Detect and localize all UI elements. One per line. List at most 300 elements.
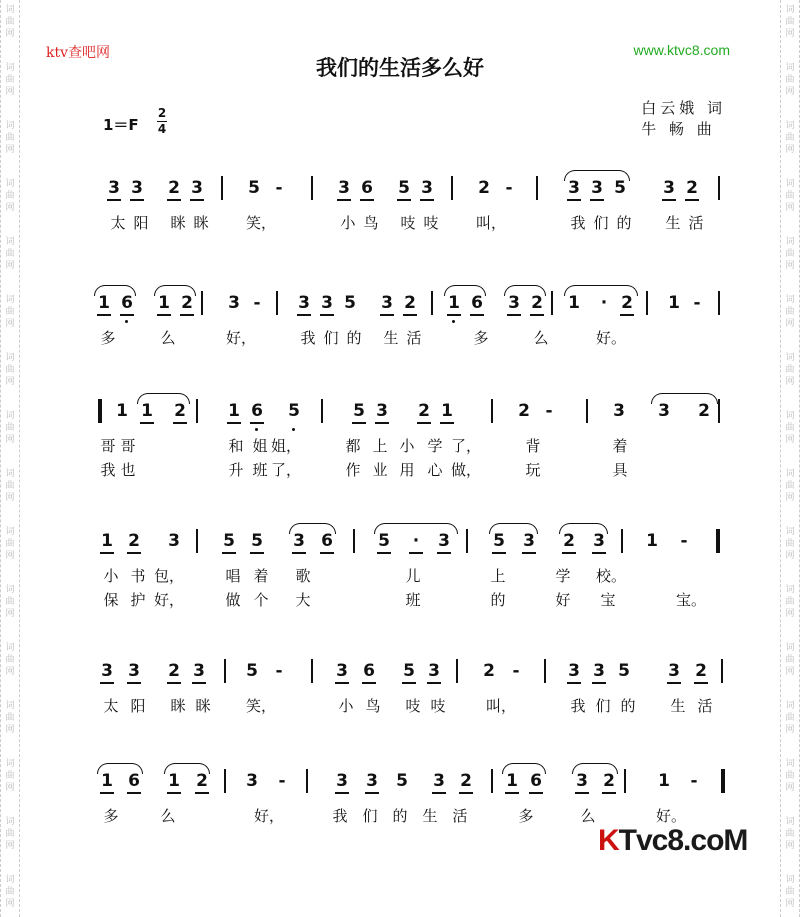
note: 3: [566, 661, 582, 681]
lyric-syllable: 叫，: [486, 697, 517, 715]
lyric-syllable: 的: [620, 697, 636, 715]
note: 1: [116, 401, 128, 421]
slur: [489, 523, 538, 534]
side-watermark-text: 词 曲 网: [5, 817, 15, 851]
lyric-syllable: 好: [555, 591, 571, 609]
slur: [137, 393, 190, 404]
lyrics-line: [96, 695, 736, 719]
side-watermark-text: 词 曲 网: [5, 469, 15, 503]
side-watermark-text: 词 曲 网: [5, 759, 15, 793]
side-watermark-text: 词 曲 网: [5, 63, 15, 97]
site-name-left[interactable]: ktv查吧网: [46, 45, 111, 61]
lyric-syllable: 和: [228, 437, 244, 455]
lyric-syllable: 生: [422, 807, 438, 825]
side-watermark-text: 词 曲 网: [5, 643, 15, 677]
lyric-syllable: 小: [399, 437, 415, 455]
note: 3: [666, 661, 682, 681]
lyric-syllable: 做: [225, 591, 241, 609]
lyric-syllable: 哥: [100, 437, 116, 455]
notes-line: [96, 525, 736, 565]
slur: [164, 763, 210, 774]
lyric-syllable: 吱: [423, 214, 439, 232]
side-watermark-text: 词 曲 网: [785, 643, 795, 677]
lyric-syllable: 活: [452, 807, 468, 825]
bar-line: [536, 176, 538, 200]
note: 6: [528, 771, 544, 791]
lyric-syllable: 我: [570, 214, 586, 232]
lyric-syllable: 大: [295, 591, 311, 609]
lyric-syllable: 生: [670, 697, 686, 715]
note: 2: [698, 401, 710, 421]
lyric-syllable: 们: [323, 329, 339, 347]
bar-line: [224, 659, 226, 683]
lyric-syllable: 的: [490, 591, 506, 609]
note: 1: [166, 771, 182, 791]
lyrics-line: [96, 459, 736, 483]
note: 1: [226, 401, 242, 421]
lyric-syllable: 多: [100, 329, 116, 347]
note: -: [278, 771, 286, 791]
lyric-syllable: 眯: [195, 697, 211, 715]
bar-line: [624, 769, 626, 793]
note: 3: [296, 293, 312, 313]
lyric-syllable: 眯: [170, 697, 186, 715]
lyric-syllable: 多: [103, 807, 119, 825]
note: -: [505, 178, 513, 198]
lyric-syllable: 笑，: [246, 697, 277, 715]
lyric-syllable: 上: [372, 437, 388, 455]
bar-line: [311, 659, 313, 683]
ktvc8-logo: KTvc8.coM: [598, 824, 748, 857]
lyric-syllable: 姐，: [271, 437, 302, 455]
lyric-syllable: 多: [473, 329, 489, 347]
lyric-syllable: 包，: [154, 567, 185, 585]
note: 6: [249, 401, 265, 421]
side-watermark-text: 词 曲 网: [785, 237, 795, 271]
bar-line: [456, 659, 458, 683]
lyric-syllable: 的: [392, 807, 408, 825]
note: 2: [483, 661, 495, 681]
lyric-syllable: 叫，: [476, 214, 507, 232]
lyric-syllable: 么: [580, 807, 596, 825]
note: 3: [374, 401, 390, 421]
lyric-syllable: 们: [362, 807, 378, 825]
lyric-syllable: 升: [228, 461, 244, 479]
lyric-syllable: 具: [612, 461, 628, 479]
side-watermark-text: 词 曲 网: [785, 5, 795, 39]
lyric-syllable: 小: [340, 214, 356, 232]
note: 3: [379, 293, 395, 313]
bar-line: [201, 291, 203, 315]
note: 2: [478, 178, 490, 198]
note: 6: [319, 531, 335, 551]
lyric-syllable: 儿: [405, 567, 421, 585]
lyric-syllable: 宝: [600, 591, 616, 609]
bar-line: [196, 399, 198, 423]
bar-line: [586, 399, 588, 423]
lyric-syllable: 也: [120, 461, 136, 479]
side-watermark-text: 词 曲 网: [5, 121, 15, 155]
lyricist-credit: 白云娥 词: [641, 99, 726, 117]
lyric-syllable: 心: [427, 461, 443, 479]
note: 3: [129, 178, 145, 198]
side-watermark-text: 词 曲 网: [785, 875, 795, 909]
note: 6: [126, 771, 142, 791]
note: 2: [402, 293, 418, 313]
bar-line: [621, 529, 623, 553]
lyric-syllable: 们: [593, 214, 609, 232]
bar-line: [551, 291, 553, 315]
slur: [154, 285, 196, 296]
side-watermark-text: 词 曲 网: [5, 179, 15, 213]
note: 3: [168, 531, 180, 551]
note: 5: [249, 531, 265, 551]
slur: [97, 763, 143, 774]
lyric-syllable: 宝。: [676, 591, 707, 609]
note: 1: [504, 771, 520, 791]
note: 2: [126, 531, 142, 551]
bar-line: [431, 291, 433, 315]
side-watermark-text: 词 曲 网: [5, 237, 15, 271]
left-watermark-strip: [0, 0, 20, 917]
lyric-syllable: 笑，: [246, 214, 277, 232]
slur: [572, 763, 618, 774]
notes-line: [96, 172, 736, 212]
note: 3: [319, 293, 335, 313]
bar-line: [98, 399, 102, 423]
slur: [502, 763, 546, 774]
bar-line: [721, 769, 725, 793]
note: 3: [246, 771, 258, 791]
note: 3: [506, 293, 522, 313]
slur: [559, 523, 608, 534]
note: 6: [469, 293, 485, 313]
note: -: [253, 293, 261, 313]
lyric-syllable: 姐: [252, 437, 268, 455]
note: 3: [431, 771, 447, 791]
lyric-syllable: 鸟: [365, 697, 381, 715]
composer-credit: 牛 畅 曲: [641, 120, 716, 138]
note: 3: [228, 293, 240, 313]
bar-line: [646, 291, 648, 315]
note: 3: [99, 661, 115, 681]
lyric-syllable: 用: [399, 461, 415, 479]
note: 1: [96, 293, 112, 313]
bar-line: [544, 659, 546, 683]
side-watermark-text: 词 曲 网: [5, 701, 15, 735]
lyric-syllable: 生: [665, 214, 681, 232]
lyric-syllable: 我: [300, 329, 316, 347]
lyric-syllable: 哥: [120, 437, 136, 455]
lyric-syllable: 么: [160, 807, 176, 825]
slur: [651, 393, 718, 404]
side-watermark-text: 词 曲 网: [785, 585, 795, 619]
note: 1: [668, 293, 680, 313]
note: 1: [446, 293, 462, 313]
note: 3: [189, 178, 205, 198]
bar-line: [221, 176, 223, 200]
lyric-syllable: 着: [253, 567, 269, 585]
lyric-syllable: 学: [555, 567, 571, 585]
notes-line: [96, 765, 736, 805]
lyric-syllable: 们: [595, 697, 611, 715]
note: 3: [566, 178, 582, 198]
slur: [374, 523, 458, 534]
side-watermark-text: 词 曲 网: [5, 411, 15, 445]
bar-line: [311, 176, 313, 200]
side-watermark-text: 词 曲 网: [785, 817, 795, 851]
lyric-syllable: 班: [252, 461, 268, 479]
note: 3: [591, 531, 607, 551]
notes-line: [96, 395, 736, 435]
note: -: [275, 178, 283, 198]
bar-line: [451, 176, 453, 200]
slur: [94, 285, 136, 296]
lyric-syllable: 活: [406, 329, 422, 347]
side-watermark-text: 词 曲 网: [785, 411, 795, 445]
lyric-syllable: 了，: [271, 461, 302, 479]
lyric-syllable: 作: [345, 461, 361, 479]
side-watermark-text: 词 曲 网: [785, 469, 795, 503]
note: 3: [106, 178, 122, 198]
lyric-syllable: 我: [100, 461, 116, 479]
bar-line: [306, 769, 308, 793]
lyric-syllable: 了，: [451, 437, 482, 455]
note: -: [680, 531, 688, 551]
note: 3: [426, 661, 442, 681]
note: 3: [336, 178, 352, 198]
note: 2: [166, 661, 182, 681]
lyric-syllable: 么: [160, 329, 176, 347]
lyric-syllable: 好，: [254, 807, 285, 825]
lyric-syllable: 好。: [656, 807, 687, 825]
note: 3: [334, 771, 350, 791]
note: ·: [408, 531, 424, 551]
lyric-syllable: 好。: [596, 329, 627, 347]
note: 3: [574, 771, 590, 791]
note: 5: [246, 661, 258, 681]
note: 2: [518, 401, 530, 421]
lyrics-line: [96, 565, 736, 589]
note: 6: [119, 293, 135, 313]
note: 2: [194, 771, 210, 791]
lyric-syllable: 歌: [295, 567, 311, 585]
note: 2: [693, 661, 709, 681]
side-watermark-text: 词 曲 网: [785, 759, 795, 793]
note: 5: [396, 178, 412, 198]
credits: [641, 98, 726, 140]
lyric-syllable: 的: [346, 329, 362, 347]
bar-line: [491, 769, 493, 793]
bar-line: [718, 176, 720, 200]
song-title: 我们的生活多么好: [316, 55, 484, 80]
lyric-syllable: 都: [345, 437, 361, 455]
note: -: [690, 771, 698, 791]
lyric-syllable: 着: [612, 437, 628, 455]
lyric-syllable: 书: [130, 567, 146, 585]
bar-line: [718, 291, 720, 315]
lyric-syllable: 做，: [451, 461, 482, 479]
lyric-syllable: 学: [427, 437, 443, 455]
note: 5: [344, 293, 356, 313]
note: 1: [568, 293, 580, 313]
bar-line: [721, 659, 723, 683]
note: 5: [491, 531, 507, 551]
side-watermark-text: 词 曲 网: [785, 63, 795, 97]
time-top: 2: [157, 106, 167, 120]
lyric-syllable: 吱: [400, 214, 416, 232]
lyric-syllable: 我: [332, 807, 348, 825]
side-watermark-text: 词 曲 网: [5, 527, 15, 561]
lyric-syllable: 小: [338, 697, 354, 715]
lyric-syllable: 小: [103, 567, 119, 585]
note: 3: [613, 401, 625, 421]
note: 3: [591, 661, 607, 681]
note: 2: [458, 771, 474, 791]
side-watermark-text: 词 曲 网: [785, 527, 795, 561]
lyric-syllable: 吱: [430, 697, 446, 715]
note: 5: [618, 661, 630, 681]
bar-line: [276, 291, 278, 315]
bar-line: [321, 399, 323, 423]
notes-line: [96, 287, 736, 327]
notes-line: [96, 655, 736, 695]
bar-line: [353, 529, 355, 553]
lyric-syllable: 生: [383, 329, 399, 347]
note: 3: [126, 661, 142, 681]
note: 5: [286, 401, 302, 421]
note: 5: [248, 178, 260, 198]
side-watermark-text: 词 曲 网: [5, 875, 15, 909]
note: 1: [646, 531, 658, 551]
side-watermark-text: 词 曲 网: [785, 353, 795, 387]
lyric-syllable: 个: [253, 591, 269, 609]
note: 2: [684, 178, 700, 198]
note: ·: [600, 293, 608, 313]
note: 3: [334, 661, 350, 681]
note: 1: [99, 531, 115, 551]
slur: [444, 285, 486, 296]
key-signature: 1＝F: [103, 116, 139, 134]
lyric-syllable: 校。: [596, 567, 627, 585]
note: 2: [561, 531, 577, 551]
note: 2: [166, 178, 182, 198]
side-watermark-text: 词 曲 网: [5, 585, 15, 619]
note: 6: [361, 661, 377, 681]
note: -: [512, 661, 520, 681]
lyric-syllable: 玩: [525, 461, 541, 479]
note: 3: [589, 178, 605, 198]
lyric-syllable: 业: [372, 461, 388, 479]
note: 2: [416, 401, 432, 421]
bar-line: [224, 769, 226, 793]
lyric-syllable: 活: [688, 214, 704, 232]
lyrics-line: [96, 435, 736, 459]
side-watermark-text: 词 曲 网: [5, 353, 15, 387]
lyric-syllable: 太: [103, 697, 119, 715]
bar-line: [491, 399, 493, 423]
lyric-syllable: 的: [616, 214, 632, 232]
note: 5: [376, 531, 392, 551]
note: -: [275, 661, 283, 681]
bar-line: [716, 529, 720, 553]
note: 1: [99, 771, 115, 791]
note: 3: [191, 661, 207, 681]
slur: [289, 523, 336, 534]
note: 2: [179, 293, 195, 313]
note: 2: [529, 293, 545, 313]
note: 3: [291, 531, 307, 551]
time-bottom: 4: [157, 122, 167, 136]
note: 3: [521, 531, 537, 551]
slur: [504, 285, 546, 296]
lyrics-line: [96, 212, 736, 236]
note: 5: [351, 401, 367, 421]
lyrics-line: [96, 589, 736, 613]
note: 3: [419, 178, 435, 198]
lyric-syllable: 好，: [154, 591, 185, 609]
note: 1: [156, 293, 172, 313]
lyric-syllable: 阳: [133, 214, 149, 232]
site-url-right[interactable]: www.ktvc8.com: [633, 42, 730, 58]
side-watermark-text: 词 曲 网: [785, 295, 795, 329]
note: 2: [172, 401, 188, 421]
side-watermark-text: 词 曲 网: [5, 5, 15, 39]
bar-line: [466, 529, 468, 553]
lyric-syllable: 我: [570, 697, 586, 715]
lyric-syllable: 吱: [405, 697, 421, 715]
lyric-syllable: 阳: [130, 697, 146, 715]
side-watermark-text: 词 曲 网: [785, 121, 795, 155]
side-watermark-text: 词 曲 网: [785, 701, 795, 735]
note: 5: [221, 531, 237, 551]
slur: [564, 285, 638, 296]
time-signature: [156, 107, 168, 136]
lyric-syllable: 上: [490, 567, 506, 585]
note: 1: [139, 401, 155, 421]
lyric-syllable: 护: [130, 591, 146, 609]
note: 3: [658, 401, 670, 421]
note: 2: [619, 293, 635, 313]
right-watermark-strip: [780, 0, 800, 917]
note: 3: [364, 771, 380, 791]
lyric-syllable: 唱: [225, 567, 241, 585]
side-watermark-text: 词 曲 网: [5, 295, 15, 329]
bar-line: [718, 399, 720, 423]
lyric-syllable: 眯: [193, 214, 209, 232]
lyric-syllable: 班: [405, 591, 421, 609]
lyric-syllable: 活: [697, 697, 713, 715]
side-watermark-text: 词 曲 网: [785, 179, 795, 213]
lyric-syllable: 好，: [226, 329, 257, 347]
note: -: [545, 401, 553, 421]
slur: [564, 170, 630, 181]
lyric-syllable: 眯: [170, 214, 186, 232]
lyrics-line: [96, 327, 736, 351]
note: 3: [436, 531, 452, 551]
note: -: [693, 293, 701, 313]
note: 6: [359, 178, 375, 198]
note: 5: [401, 661, 417, 681]
lyric-syllable: 保: [103, 591, 119, 609]
note: 5: [614, 178, 626, 198]
note: 3: [661, 178, 677, 198]
lyric-syllable: 多: [518, 807, 534, 825]
note: 1: [439, 401, 455, 421]
lyric-syllable: 鸟: [363, 214, 379, 232]
lyric-syllable: 么: [533, 329, 549, 347]
note: 2: [601, 771, 617, 791]
